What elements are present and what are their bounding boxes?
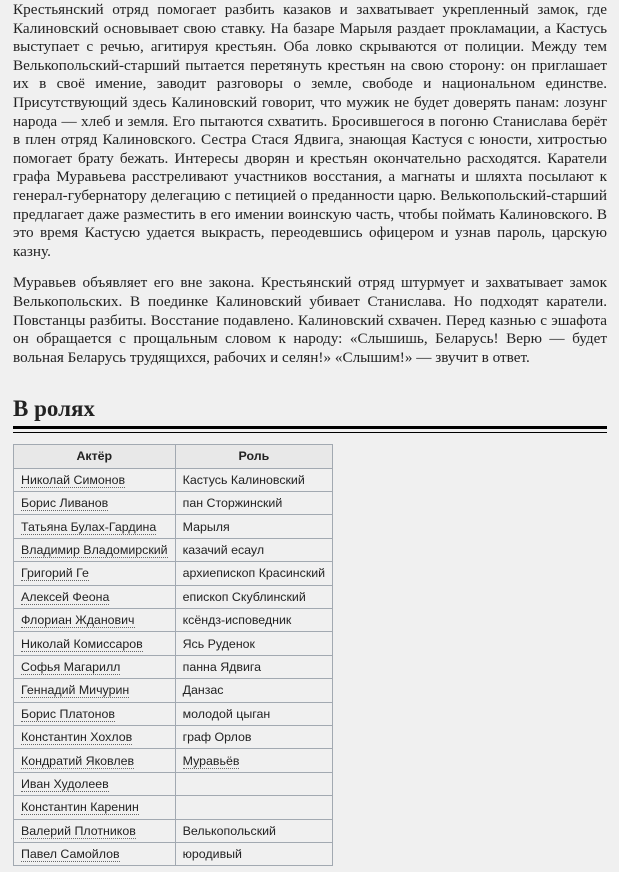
role-cell — [175, 702, 333, 725]
cast-row — [14, 842, 333, 865]
actor-link[interactable]: Софья Магарилл — [21, 659, 121, 674]
actor-link[interactable]: Николай Комиссаров — [21, 636, 143, 651]
role-cell — [175, 772, 333, 795]
actor-link[interactable]: Геннадий Мичурин — [21, 683, 130, 698]
actor-link[interactable]: Константин Каренин — [21, 800, 139, 815]
column-header-actor: Актёр — [14, 445, 176, 468]
role-text: Ясь Руденок — [182, 636, 255, 651]
cast-table-body — [14, 468, 333, 866]
role-cell — [175, 562, 333, 585]
actor-link[interactable]: Кондратий Яковлев — [21, 753, 135, 768]
actor-cell — [14, 819, 176, 842]
cast-table — [13, 444, 333, 866]
cast-row — [14, 585, 333, 608]
cast-section-heading: В ролях — [13, 395, 607, 429]
actor-link[interactable]: Борис Ливанов — [21, 496, 109, 511]
actor-link[interactable]: Флориан Жданович — [21, 613, 135, 628]
role-cell — [175, 749, 333, 772]
actor-cell — [14, 702, 176, 725]
actor-link[interactable]: Борис Платонов — [21, 706, 115, 721]
role-text: юродивый — [182, 847, 242, 862]
actor-cell — [14, 796, 176, 819]
role-cell — [175, 725, 333, 748]
section-divider — [13, 432, 607, 433]
actor-cell — [14, 632, 176, 655]
role-link[interactable]: Муравьёв — [182, 753, 240, 768]
role-cell — [175, 819, 333, 842]
cast-row — [14, 468, 333, 491]
cast-table-header-row — [14, 445, 333, 468]
actor-cell — [14, 749, 176, 772]
actor-cell — [14, 468, 176, 491]
cast-row — [14, 819, 333, 842]
cast-row — [14, 749, 333, 772]
actor-cell — [14, 725, 176, 748]
actor-cell — [14, 772, 176, 795]
actor-link[interactable]: Григорий Ге — [21, 566, 89, 581]
actor-cell — [14, 538, 176, 561]
plot-paragraph: Муравьев объявляет его вне закона. Крестьянский отряд штурмует и захватывает замок Велькопольских. В поединке Калиновский убивает Станислава. Но подходят каратели. Повстанцы разбиты. Восстание подавлено. Калиновский схвачен. Перед казнью с эшафота он обращается с прощальным словом к народу: «Слышишь, Беларусь! Верю — будет вольная Беларусь трудящихся, рабочих и селян!» «Слышим!» — звучит в ответ. — [13, 274, 607, 366]
role-cell — [175, 492, 333, 515]
cast-row — [14, 562, 333, 585]
cast-row — [14, 679, 333, 702]
role-cell — [175, 515, 333, 538]
actor-cell — [14, 609, 176, 632]
cast-row — [14, 632, 333, 655]
actor-cell — [14, 585, 176, 608]
role-text: ксёндз-исповедник — [182, 613, 292, 628]
actor-cell — [14, 515, 176, 538]
cast-row — [14, 492, 333, 515]
actor-link[interactable]: Алексей Феона — [21, 589, 110, 604]
role-text: граф Орлов — [182, 730, 252, 745]
role-text: Данзас — [182, 683, 224, 698]
actor-link[interactable]: Владимир Владомирский — [21, 543, 168, 558]
cast-row — [14, 796, 333, 819]
actor-cell — [14, 679, 176, 702]
cast-row — [14, 655, 333, 678]
plot-paragraph: Крестьянский отряд помогает разбить казаков и захватывает укрепленный замок, где Калиновский основывает свою ставку. На базаре Марыля раздает прокламации, а Кастусь выступает с речью, агитируя крестьян. Оба ловко скрываются от полиции. Между тем Велькопольский-старший пытается перетянуть крестьян на свою сторону: он приглашает их в своё имение, заводит разговоры о земле, свободе и национальном единстве. Присутствующий здесь Калиновский говорит, что мужик не будет доверять панам: лозунг народа — хлеб и земля. Его пытаются схватить. Бросившегося в погоню Станислава берёт в плен отряд Калиновского. Сестра Стася Ядвига, знающая Кастуся с юности, хитростью помогает брату бежать. Интересы дворян и крестьян окончательно расходятся. Каратели графа Муравьева расстреливают участников восстания, а магнаты и шляхта посылают к генерал-губернатору делегацию с петицией о преданности царю. Велькопольский-старший предлагает даже разместить в его имении воинскую часть, чтобы поймать Калиновского. В это время Кастусю удается выкрасть, переодевшись офицером и узнав пароль, царскую казну. — [13, 1, 607, 260]
cast-row — [14, 538, 333, 561]
actor-link[interactable]: Николай Симонов — [21, 472, 126, 487]
actor-cell — [14, 655, 176, 678]
actor-link[interactable]: Павел Самойлов — [21, 847, 120, 862]
role-text: Кастусь Калиновский — [182, 472, 305, 487]
cast-row — [14, 725, 333, 748]
actor-link[interactable]: Константин Хохлов — [21, 730, 133, 745]
cast-row — [14, 515, 333, 538]
cast-row — [14, 702, 333, 725]
actor-link[interactable]: Валерий Плотников — [21, 823, 136, 838]
role-cell — [175, 609, 333, 632]
column-header-role: Роль — [175, 445, 333, 468]
role-cell — [175, 679, 333, 702]
role-text: епископ Скублинский — [182, 589, 306, 604]
role-cell — [175, 796, 333, 819]
role-cell — [175, 632, 333, 655]
cast-row — [14, 609, 333, 632]
role-cell — [175, 842, 333, 865]
role-text: пан Сторжинский — [182, 496, 283, 511]
role-text: панна Ядвига — [182, 659, 262, 674]
role-text: Велькопольский — [182, 823, 276, 838]
role-cell — [175, 585, 333, 608]
role-text: молодой цыган — [182, 706, 271, 721]
actor-link[interactable]: Татьяна Булах-Гардина — [21, 519, 157, 534]
cast-row — [14, 772, 333, 795]
actor-cell — [14, 842, 176, 865]
actor-cell — [14, 562, 176, 585]
role-cell — [175, 468, 333, 491]
role-text: казачий есаул — [182, 543, 265, 558]
role-cell — [175, 655, 333, 678]
role-text: архиепископ Красинский — [182, 566, 326, 581]
actor-link[interactable]: Иван Худолеев — [21, 776, 109, 791]
actor-cell — [14, 492, 176, 515]
role-text: Марыля — [182, 519, 230, 534]
role-cell — [175, 538, 333, 561]
